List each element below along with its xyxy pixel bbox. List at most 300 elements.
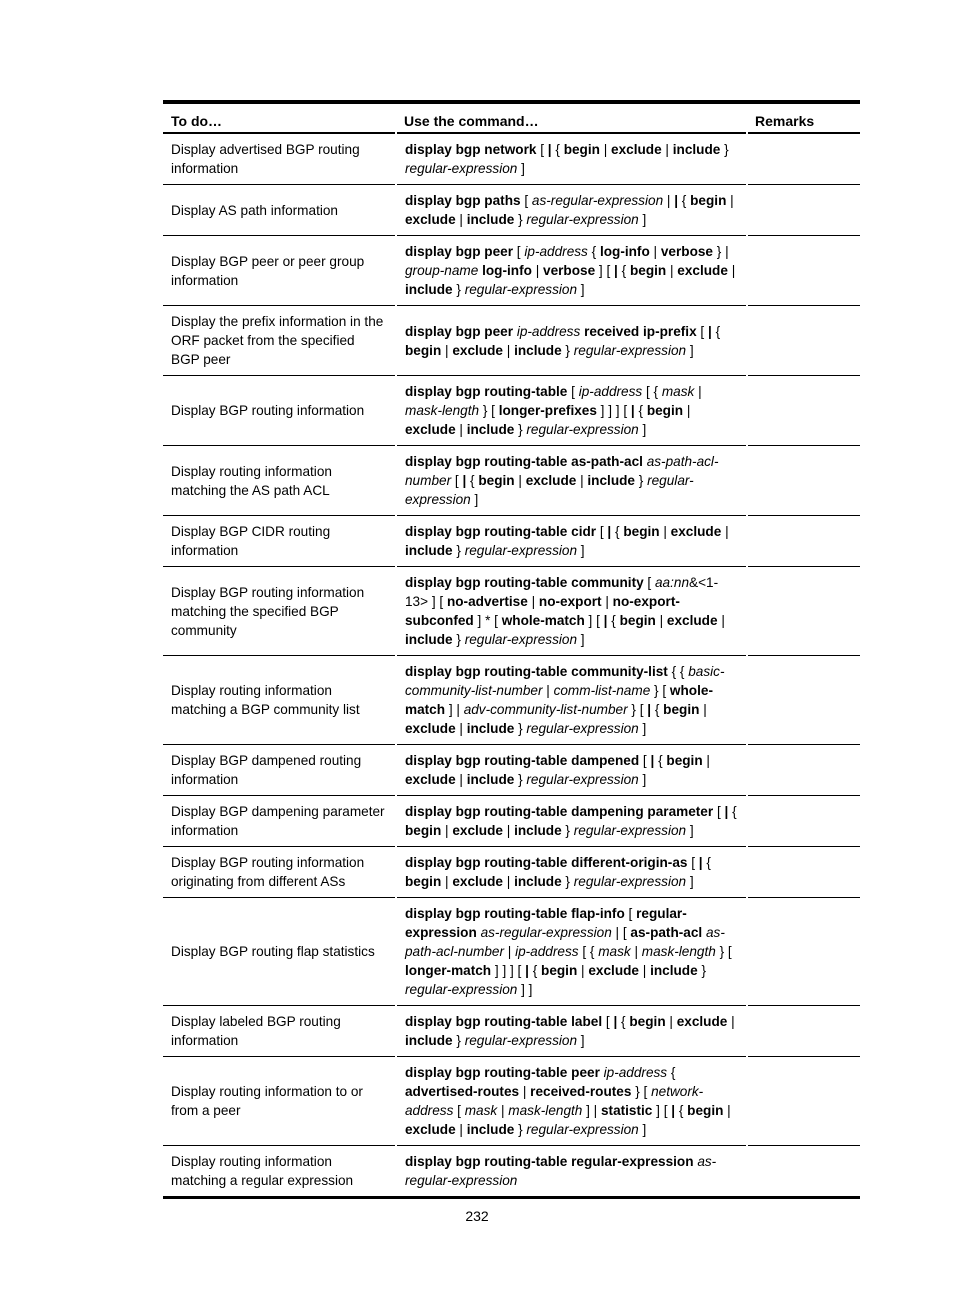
todo-cell: Display BGP routing flap statistics [163,898,396,1006]
command-keyword: | [698,855,703,870]
command-argument: mask-length [405,403,480,418]
command-keyword: include [466,422,515,437]
command-keyword: | [724,804,729,819]
table-row [163,133,860,185]
command-keyword: exclude [525,473,577,488]
command-syntax: ] [638,721,647,736]
command-syntax: | [726,193,734,208]
command-keyword: | [674,193,679,208]
command-keyword: exclude [676,1014,728,1029]
todo-cell: Display BGP peer or peer group information [163,236,396,306]
command-keyword: exclude [670,524,722,539]
command-keyword: longer-match [405,963,492,978]
command-syntax: | [519,1084,531,1099]
command-syntax: | [663,193,675,208]
command-keyword: display bgp routing-table as-path-acl [405,454,643,469]
command-keyword: display bgp routing-table different-origin-as [405,855,688,870]
command-argument: regular-expression [405,161,518,176]
command-syntax: ] [686,342,694,358]
table-row [163,745,860,796]
remarks-cell [747,516,860,567]
remarks-cell [747,567,860,656]
command-argument: comm-list-name [553,683,651,698]
command-syntax: | [441,342,453,358]
command-keyword: no-export-subconfed [405,594,680,628]
command-syntax: [ [687,855,699,870]
table-row [163,516,860,567]
command-keyword: display bgp routing-table dampened [405,753,640,768]
command-keyword: verbose [543,263,596,278]
command-syntax: [ [520,193,532,208]
command-argument: ip-address [603,1065,668,1080]
command-keyword: | [525,963,529,978]
command-keyword: include [514,823,562,838]
todo-cell: Display advertised BGP routing information [163,133,396,185]
todo-cell: Display BGP routing information matching the specified BGP community [163,567,396,656]
command-keyword: include [587,473,635,488]
command-syntax: | [502,874,515,889]
command-syntax: } [697,963,706,978]
command-keyword: include [405,543,453,558]
command-cell [396,847,747,898]
command-syntax: { [466,473,479,488]
command-keyword: display bgp routing-table dampening parameter [405,804,714,819]
command-argument: regular-expression [464,1033,578,1048]
command-cell [396,1146,747,1198]
command-cell [396,185,747,236]
command-syntax: } [452,1033,465,1048]
command-syntax: [ [696,323,708,339]
command-syntax: | [576,473,588,488]
command-syntax: ] [ [584,613,604,628]
command-syntax: | [497,1103,509,1118]
command-syntax: } [452,282,465,297]
command-cell [396,306,747,376]
todo-cell: Display the prefix information in the ORF packet from the specified BGP peer [163,306,396,376]
command-syntax: } [ [631,1084,652,1099]
page-number: 232 [465,1208,489,1224]
command-syntax: { [728,804,737,819]
command-argument: regular-expression [464,282,578,297]
table-row [163,236,860,306]
command-keyword: begin [666,753,703,768]
command-argument: mask [598,944,631,959]
command-table [163,100,860,1199]
command-keyword: advertised-routes [405,1084,520,1099]
command-cell [396,376,747,446]
command-syntax: ] [470,492,479,507]
command-keyword: verbose [660,244,713,259]
command-argument: as-regular-expression [531,193,664,208]
command-keyword: exclude [611,142,662,157]
command-syntax: ] [686,823,694,838]
command-argument: regular-expression [573,874,687,889]
command-syntax: | [502,823,515,838]
command-keyword: | [671,1103,676,1118]
command-syntax: } [514,212,527,227]
command-keyword: include [514,342,562,358]
remarks-cell [747,898,860,1006]
remarks-cell [747,745,860,796]
command-syntax: } | [713,244,729,259]
todo-cell: Display BGP CIDR routing information [163,516,396,567]
todo-cell: Display routing information matching a BGP community list [163,656,396,745]
command-syntax: ] | [582,1103,601,1118]
command-keyword: display bgp peer [405,244,514,259]
command-keyword: as-path-acl [630,925,703,940]
command-argument: regular-expression [526,772,639,787]
command-keyword: begin [541,963,578,978]
todo-cell: Display AS path information [163,185,396,236]
command-syntax: [ { [578,944,599,959]
command-syntax: [ [567,384,579,399]
command-syntax: | [717,613,725,628]
command-syntax: { [711,323,721,339]
command-keyword: begin [629,1014,666,1029]
command-syntax: [ [602,1014,614,1029]
table-row [163,185,860,236]
command-argument: mask-length [508,1103,583,1118]
command-argument: mask [661,384,695,399]
command-syntax: } [635,473,648,488]
table-row [163,1057,860,1146]
command-syntax: { [528,963,542,978]
command-syntax: { [617,1014,630,1029]
command-keyword: exclude [452,874,503,889]
command-syntax: { [551,142,564,157]
command-syntax: { [667,1065,676,1080]
command-syntax: | [531,263,544,278]
command-keyword: include [650,963,698,978]
command-keyword: exclude [405,772,456,787]
command-keyword: exclude [405,422,456,437]
remarks-cell [747,236,860,306]
command-keyword: no-advertise [446,594,528,609]
command-syntax: ] [ [595,263,615,278]
command-argument: regular-expression [526,422,639,437]
command-keyword: begin [623,524,660,539]
command-keyword: display bgp routing-table flap-info [405,906,625,921]
header-row [163,102,860,133]
command-syntax: | [455,721,467,736]
command-argument: mask [464,1103,498,1118]
command-syntax: | [655,613,667,628]
command-argument: regular-expression [526,212,639,227]
command-syntax: | [638,963,651,978]
command-syntax: | [599,142,612,157]
command-syntax: ] | [445,702,464,717]
command-cell [396,446,747,516]
command-keyword: begin [646,403,684,418]
command-syntax: | [455,1122,467,1137]
command-keyword: exclude [452,342,503,358]
command-syntax: } [514,422,527,437]
command-syntax: } [514,772,527,787]
command-reference-page [163,100,860,1199]
command-syntax: | [702,753,710,768]
command-syntax: ] [577,543,585,558]
command-argument: regular-expression [405,982,518,997]
command-keyword: begin [478,473,515,488]
command-syntax: | [542,683,554,698]
command-syntax: | [699,702,707,717]
command-cell [396,133,747,185]
command-cell [396,796,747,847]
todo-cell: Display BGP routing information [163,376,396,446]
command-syntax: ] [577,282,585,297]
command-syntax: } [514,1122,527,1137]
command-argument: regular-expression [464,632,578,647]
command-syntax: | [601,594,613,609]
command-syntax: { [702,855,711,870]
command-syntax: | [659,524,671,539]
table-row [163,847,860,898]
command-syntax: | [694,384,702,399]
table-row [163,1006,860,1057]
remarks-cell [747,446,860,516]
command-argument: network-address [405,1084,704,1118]
command-syntax: | [665,1014,677,1029]
command-keyword: exclude [588,963,639,978]
command-syntax: | [721,524,729,539]
command-syntax: { [611,524,624,539]
command-syntax: | [577,963,589,978]
command-keyword: received ip-prefix [584,323,697,339]
command-keyword: display bgp routing-table regular-expression [405,1154,694,1169]
command-syntax: ] [577,1033,585,1048]
command-keyword: begin [690,193,727,208]
command-syntax: } [ [650,683,670,698]
command-syntax: | [502,342,515,358]
command-keyword: log-info [599,244,650,259]
command-argument: regular-expression [405,473,694,507]
command-syntax: { [675,1103,688,1118]
command-syntax: &<1-13> ] [ [405,575,719,609]
command-keyword: no-export [538,594,602,609]
command-syntax: } [452,632,465,647]
command-keyword: | [630,403,635,418]
command-cell [396,745,747,796]
table-row [163,446,860,516]
command-syntax: ] [638,212,647,227]
header-todo: To do… [171,113,223,129]
command-syntax: | [661,142,673,157]
command-cell [396,236,747,306]
command-keyword: include [405,282,453,297]
command-syntax: | [ [611,925,631,940]
command-syntax: | [727,263,736,278]
command-keyword: statistic [600,1103,653,1118]
command-argument: ip-address [524,244,588,259]
command-syntax: | [527,594,539,609]
command-keyword: display bgp routing-table label [405,1014,603,1029]
command-syntax: | [455,772,467,787]
command-cell [396,656,747,745]
command-keyword: exclude [405,1122,456,1137]
command-argument: adv-community-list-number [463,702,628,717]
command-keyword: begin [687,1103,724,1118]
command-keyword: log-info [482,263,532,278]
command-syntax: [ [639,753,651,768]
table-row [163,306,860,376]
command-keyword: | [707,323,712,339]
remarks-cell [747,847,860,898]
command-syntax: | [455,422,467,437]
command-syntax: [ [513,244,525,259]
command-keyword: exclude [677,263,728,278]
command-syntax: ] ] [517,982,533,997]
command-keyword: include [514,874,562,889]
command-cell [396,898,747,1006]
command-syntax: [ [624,906,637,921]
command-syntax: [ [713,804,725,819]
command-keyword: | [547,142,552,157]
command-syntax: } [ [479,403,499,418]
command-syntax: { [654,753,667,768]
table-header [163,102,860,133]
command-keyword: display bgp routing-table peer [405,1065,600,1080]
command-keyword: exclude [666,613,718,628]
command-syntax: ] [638,772,647,787]
command-syntax: ] [638,422,647,437]
header-command: Use the command… [404,113,539,129]
remarks-cell [747,376,860,446]
command-keyword: | [650,753,655,768]
remarks-cell [747,185,860,236]
command-syntax: } [561,874,574,889]
command-keyword: display bgp routing-table community-list [405,664,668,679]
command-syntax: [ [451,473,463,488]
command-argument: ip-address [515,944,579,959]
remarks-cell [747,1146,860,1198]
command-syntax: | [630,944,642,959]
command-argument: regular-expression [526,721,639,736]
command-syntax: ] [ [652,1103,672,1118]
command-argument: regular-expression [573,342,687,358]
command-keyword: begin [405,342,442,358]
command-syntax: { [634,403,647,418]
command-syntax: ] [517,161,525,176]
command-syntax: } [720,142,729,157]
table-body [163,133,860,1198]
remarks-cell [747,133,860,185]
remarks-cell [747,656,860,745]
command-argument: basic-community-list-number [405,664,725,698]
table-row [163,796,860,847]
command-syntax: [ [536,142,548,157]
command-argument: as-regular-expression [405,1154,717,1188]
todo-cell: Display BGP dampening parameter information [163,796,396,847]
command-argument: as-regular-expression [480,925,612,940]
command-argument: regular-expression [464,543,578,558]
command-keyword: include [466,212,515,227]
command-syntax: [ [596,524,608,539]
table-row [163,656,860,745]
command-syntax: ] [577,632,585,647]
command-keyword: begin [405,874,442,889]
command-keyword: display bgp peer [405,323,514,339]
command-argument: group-name [405,263,479,278]
command-syntax: { [678,193,691,208]
table-row [163,376,860,446]
command-keyword: include [405,632,453,647]
command-keyword: whole-match [405,683,713,717]
command-syntax: | [649,244,661,259]
command-keyword: begin [405,823,442,838]
remarks-cell [747,796,860,847]
command-keyword: | [607,524,612,539]
command-cell [396,1057,747,1146]
command-keyword: | [603,613,608,628]
command-keyword: display bgp network [405,142,537,157]
command-keyword: display bgp routing-table community [405,575,644,590]
command-keyword: display bgp routing-table [405,384,568,399]
command-cell [396,567,747,656]
command-syntax: | [666,263,678,278]
command-syntax: [ [453,1103,465,1118]
command-keyword: received-routes [530,1084,632,1099]
command-argument: regular-expression [526,1122,639,1137]
command-syntax: } [514,721,527,736]
command-keyword: display bgp routing-table cidr [405,524,597,539]
command-syntax: { [651,702,664,717]
command-keyword: | [647,702,652,717]
todo-cell: Display labeled BGP routing information [163,1006,396,1057]
command-syntax: { [607,613,620,628]
command-syntax: [ [643,575,655,590]
table-row [163,567,860,656]
command-keyword: include [405,1033,453,1048]
command-syntax: | [503,944,516,959]
command-argument: ip-address [516,323,581,339]
command-syntax: | [514,473,526,488]
todo-cell: Display BGP routing information originating from different ASs [163,847,396,898]
command-syntax: ] * [ [473,613,502,628]
command-keyword: | [462,473,467,488]
command-syntax: | [727,1014,735,1029]
command-keyword: include [672,142,721,157]
command-argument: ip-address [578,384,643,399]
command-keyword: longer-prefixes [498,403,597,418]
command-syntax: | [441,874,453,889]
command-keyword: regular-expression [405,906,687,940]
command-syntax: | [723,1103,731,1118]
command-syntax: } [561,823,574,838]
command-argument: mask-length [641,944,716,959]
command-keyword: exclude [405,721,456,736]
remarks-cell [747,306,860,376]
command-keyword: include [466,1122,515,1137]
command-keyword: begin [663,702,700,717]
command-syntax: } [ [715,944,732,959]
remarks-cell [747,1057,860,1146]
command-argument: aa:nn [655,575,690,590]
command-syntax: ] ] ] [ [596,403,631,418]
command-keyword: include [466,772,515,787]
header-remarks: Remarks [755,113,815,129]
command-keyword: | [614,263,618,278]
command-keyword: begin [629,263,667,278]
table-row [163,1146,860,1198]
command-syntax: { [587,244,600,259]
command-cell [396,1006,747,1057]
todo-cell: Display routing information to or from a peer [163,1057,396,1146]
command-syntax: [ { [642,384,662,399]
command-syntax: ] [638,1122,647,1137]
command-cell [396,516,747,567]
todo-cell: Display routing information matching a regular expression [163,1146,396,1198]
command-syntax: } [ [627,702,648,717]
